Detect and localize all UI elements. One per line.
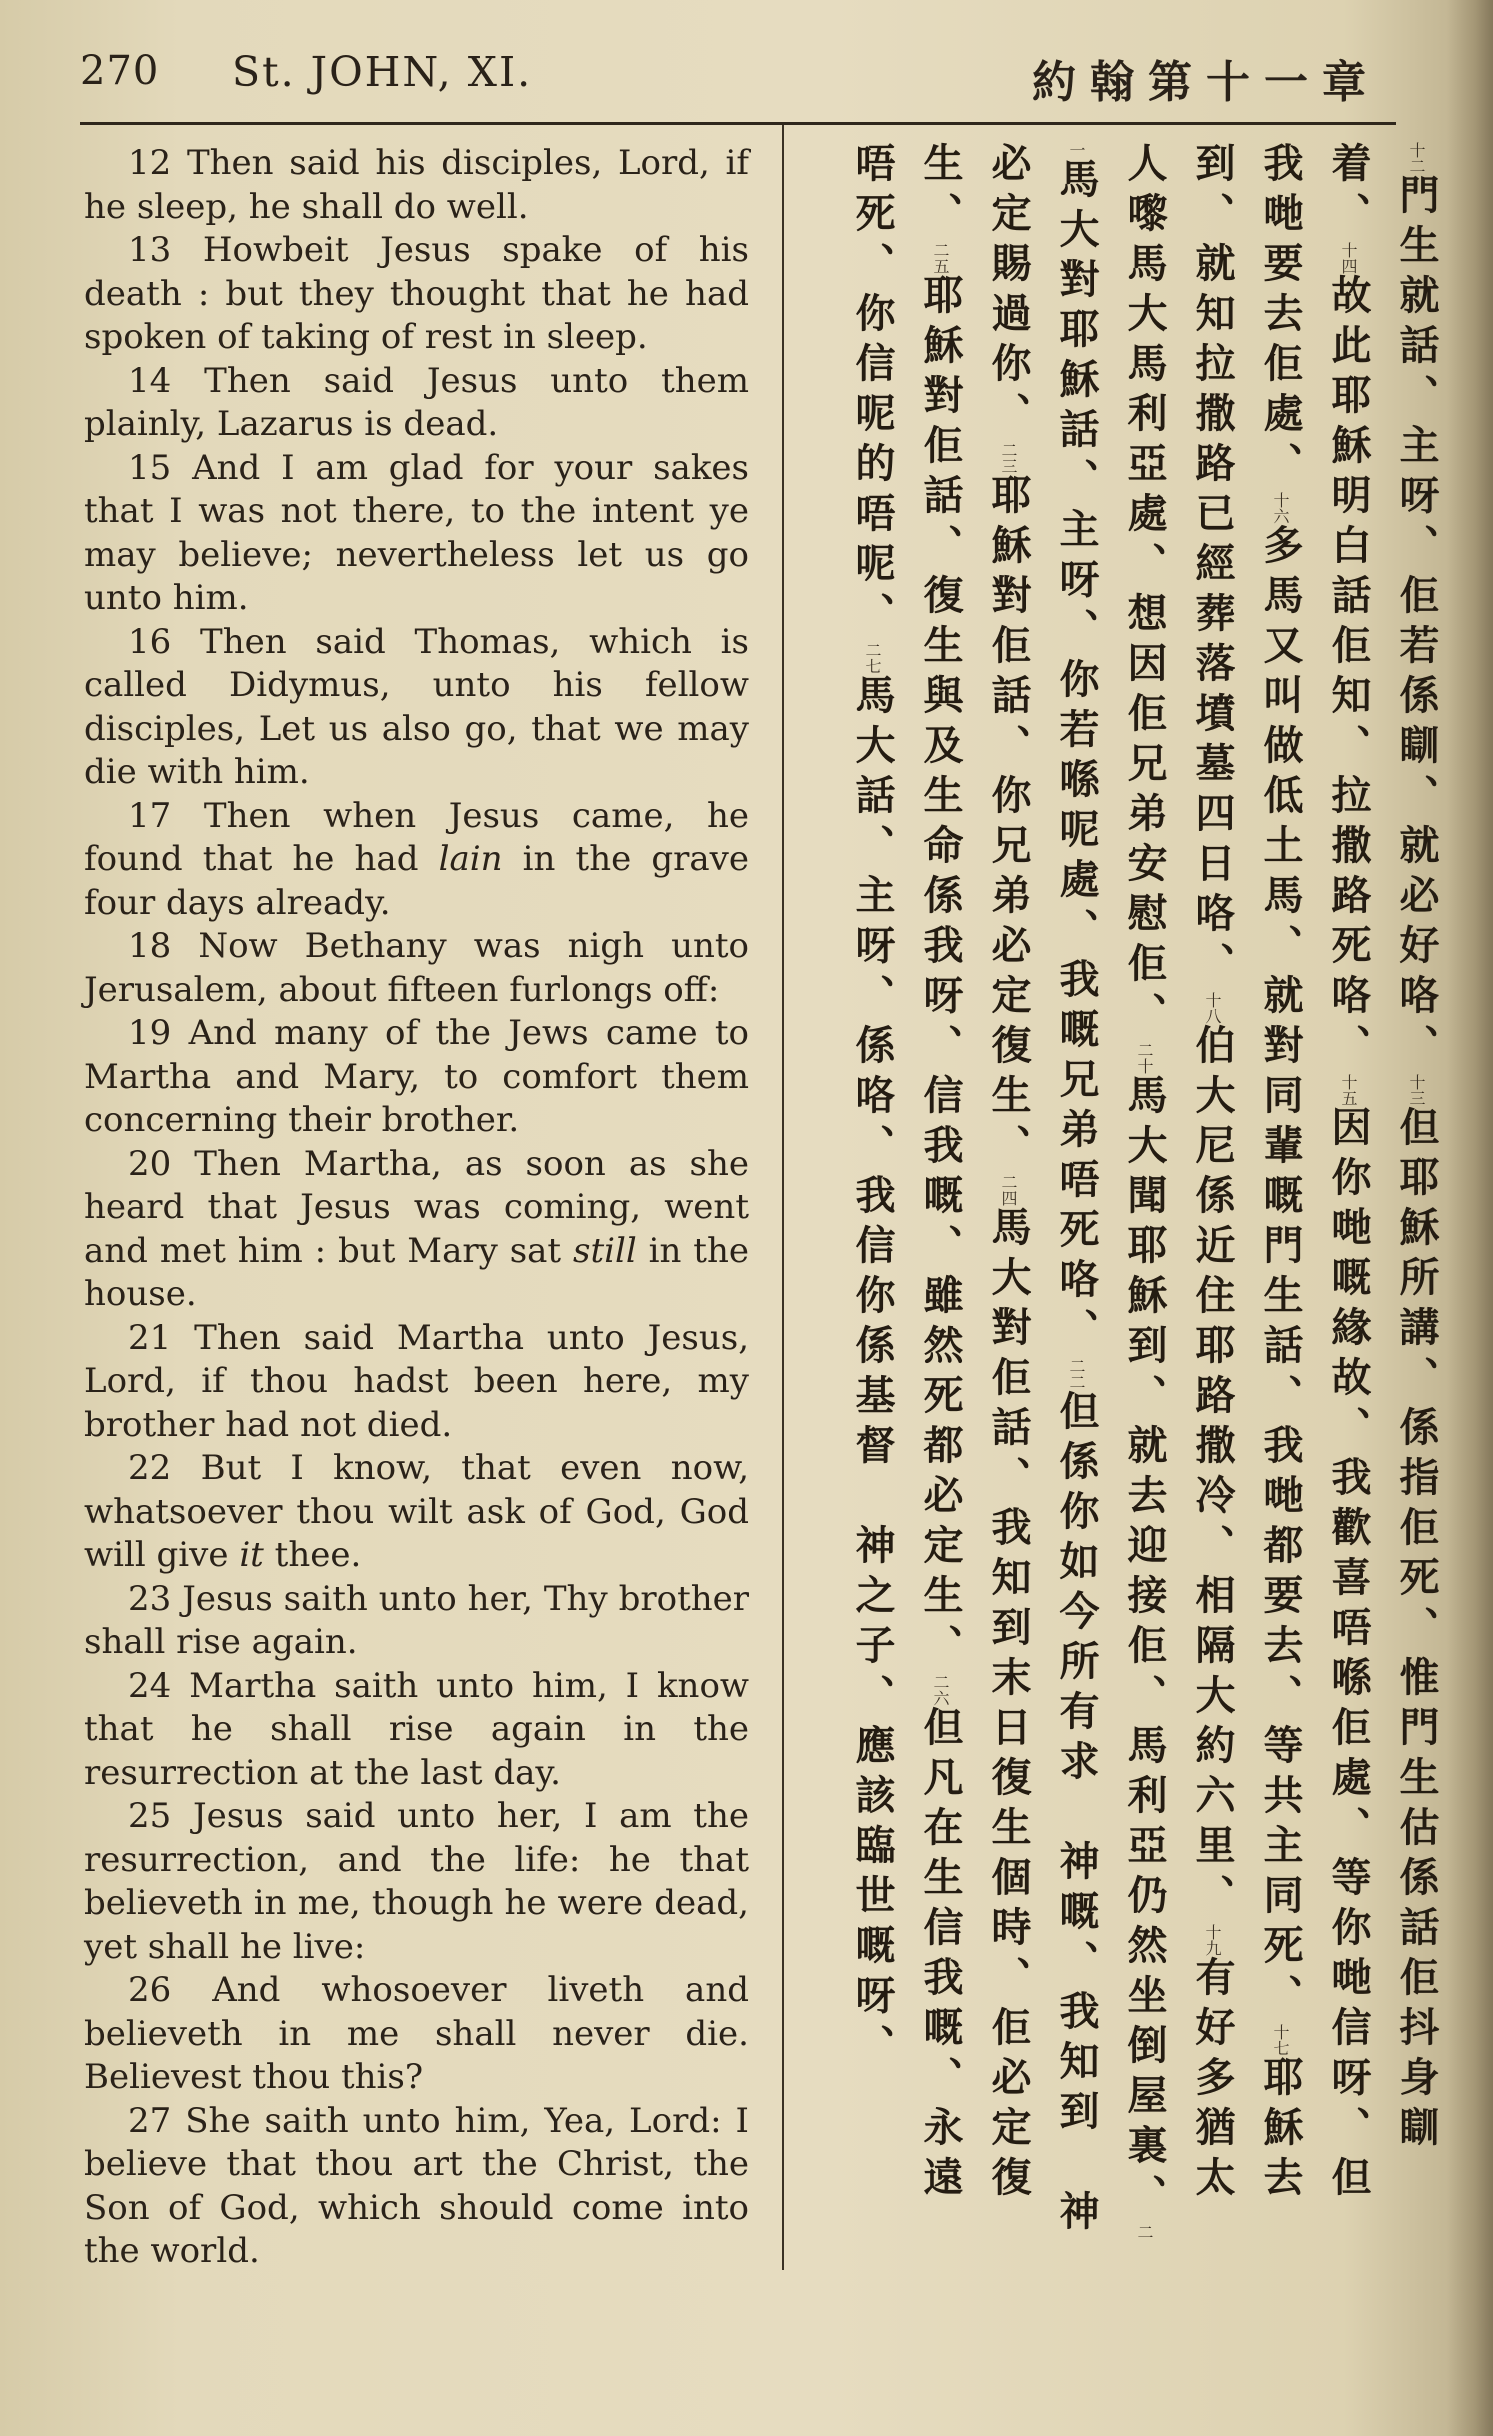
verse-text: Then when Jesus came, he found that he had <box>84 795 750 879</box>
verse-text: Martha saith unto him, I know that he shall rise again in the resurrection at the last day. <box>84 1665 750 1793</box>
page-header <box>80 48 1380 118</box>
chinese-verse-number: 十五 <box>1339 1074 1358 1106</box>
chinese-verse-text: 耶穌對佢話、你兄弟必定復生、 <box>985 474 1031 1174</box>
verse-text: And I am glad for your sakes that I was not there, to the intent ye may believe; nevertheless let us go unto him. <box>84 447 749 618</box>
english-verse <box>84 925 749 1012</box>
verse-text: Then said Jesus unto them plainly, Lazarus is dead. <box>84 360 750 444</box>
running-head: St. JOHN, XI. <box>232 48 533 96</box>
english-verse <box>84 142 749 229</box>
chinese-verse-text: 多馬又叫做低土馬、就對同輩嘅門生話、我哋都要去、等共主同死、 <box>1257 524 1303 2024</box>
verse-number: 15 <box>128 447 172 488</box>
english-column <box>84 142 749 2274</box>
verse-italic: it <box>239 1535 264 1575</box>
verse-italic: lain <box>438 839 503 879</box>
verse-number: 25 <box>128 1796 172 1836</box>
chinese-verse-text: 因你哋嘅緣故、我歡喜唔喺佢處、等你哋信呀、但我哋要去佢處、 <box>1257 142 1371 2206</box>
chinese-verse-number: 二一 <box>1067 142 1154 2240</box>
chinese-text <box>838 142 1450 2252</box>
verse-text: But I know, that even now, whatsoever thou wilt ask of God, God will give <box>84 1448 749 1575</box>
chinese-verse-number: 十二 <box>1407 142 1426 174</box>
verse-number: 22 <box>128 1448 172 1488</box>
english-verse <box>84 621 749 795</box>
verse-number: 17 <box>128 795 172 836</box>
verse-text: thee. <box>263 1535 362 1575</box>
chinese-verse-text: 有好多猶太人嚟馬大馬利亞處、想因佢兄弟安慰佢、 <box>1121 142 1235 2206</box>
verse-text: in the grave four days already. <box>84 839 749 923</box>
chinese-verse-number: 二十 <box>1135 1042 1154 1074</box>
chinese-verse-text: 耶穌對佢話、復生與及生命係我呀、信我嘅、雖然死都必定生、 <box>917 274 963 1674</box>
english-verse <box>84 795 749 926</box>
english-verse <box>84 1447 749 1578</box>
verse-text: Jesus saith unto her, Thy brother shall rise again. <box>84 1578 750 1662</box>
verse-number: 21 <box>128 1317 172 1358</box>
chinese-verse-number: 二七 <box>863 642 882 674</box>
verse-italic: still <box>573 1230 637 1271</box>
verse-text: Jesus said unto her, I am the resurrection, and the life: he that believeth in me, though he were dead, yet shall he live: <box>84 1796 749 1967</box>
chinese-verse-number: 二二 <box>1067 1358 1086 1390</box>
verse-number: 27 <box>128 2100 172 2141</box>
chinese-verse-text: 伯大尼係近住耶路撒冷、相隔大約六里、 <box>1189 1024 1235 1924</box>
chinese-verse-number: 十六 <box>1271 492 1290 524</box>
chinese-verse-number: 二五 <box>931 242 950 274</box>
english-verse <box>84 1317 749 1448</box>
page-number: 270 <box>80 48 160 94</box>
chinese-verse-text: 馬大聞耶穌到、就去迎接佢、馬利亞仍然坐倒屋裏、 <box>1121 1074 1167 2224</box>
english-verse <box>84 1665 749 1796</box>
verse-text: Then said his disciples, Lord, if he sleep, he shall do well. <box>84 143 749 227</box>
chinese-verse-text: 門生就話、主呀、佢若係瞓、就必好咯、 <box>1393 174 1439 1074</box>
chinese-verse-text: 但凡在生信我嘅、永遠唔死、你信呢的唔呢、 <box>849 142 963 2206</box>
verse-number: 26 <box>128 1970 172 2010</box>
chinese-verse-number: 十九 <box>1203 1924 1222 1956</box>
english-verse <box>84 360 749 447</box>
verse-number: 24 <box>128 1665 172 1706</box>
verse-number: 16 <box>128 621 172 662</box>
chinese-verse-number: 十四 <box>1339 242 1358 274</box>
chinese-verse-text: 但係你如今所有求 神嘅、我知到 神必定賜過你、 <box>985 142 1099 2240</box>
english-verse <box>84 1969 749 2100</box>
verse-number: 14 <box>128 360 172 401</box>
chinese-verse-number: 二四 <box>999 1174 1018 1206</box>
english-verse <box>84 447 749 621</box>
verse-text: And many of the Jews came to Martha and Mary, to comfort them concerning their brother. <box>84 1013 749 1140</box>
chinese-verse-text: 耶穌去到、就知拉撒路已經葬落墳墓四日咯、 <box>1189 142 1303 2206</box>
chinese-verse-text: 馬大對耶穌話、主呀、你若喺呢處、我嘅兄弟唔死咯、 <box>1053 158 1099 1358</box>
verse-text: Now Bethany was nigh unto Jerusalem, about fifteen furlongs off: <box>84 926 750 1010</box>
verse-number: 23 <box>128 1578 172 1619</box>
chinese-verse-text: 馬大話、主呀、係咯、我信你係基督 神之子、應該臨世嘅呀、 <box>849 674 895 2074</box>
verse-text: Then said Thomas, which is called Didymus, unto his fellow disciples, Let us also go, that we may die with him. <box>84 621 749 792</box>
verse-number: 20 <box>128 1143 172 1184</box>
verse-text: Then said Martha unto Jesus, Lord, if thou hadst been here, my brother had not died. <box>84 1317 749 1445</box>
chinese-column <box>800 142 1450 2262</box>
verse-number: 18 <box>128 926 172 966</box>
verse-text: She saith unto him, Yea, Lord: I believe that thou art the Christ, the Son of God, which should come into the world. <box>84 2100 749 2271</box>
verse-number: 19 <box>128 1013 172 1053</box>
chinese-verse-text: 馬大對佢話、我知到末日復生個時、佢必定復生、 <box>917 142 1031 2206</box>
header-rule <box>80 122 1396 125</box>
english-verse <box>84 1012 749 1143</box>
chinese-running-head: 約翰第十一章 <box>1032 57 1380 108</box>
verse-number: 12 <box>128 143 172 183</box>
chinese-verse-number: 二三 <box>999 442 1018 474</box>
english-verse <box>84 1578 749 1665</box>
chinese-verse-number: 十七 <box>1271 2024 1290 2056</box>
chinese-verse-text: 故此耶穌明白話佢知、拉撒路死咯、 <box>1325 274 1371 1074</box>
page-edge-shadow <box>1447 0 1493 2436</box>
english-verse <box>84 2100 749 2274</box>
column-divider <box>782 125 784 2270</box>
verse-text: Then Martha, as soon as she heard that Jesus was coming, went and met him : but Mary sat <box>84 1143 749 1271</box>
verse-text: Howbeit Jesus spake of his death : but they thought that he had spoken of taking of rest in sleep. <box>84 230 750 357</box>
chinese-verse-number: 十八 <box>1203 992 1222 1024</box>
verse-text: in the house. <box>84 1230 749 1314</box>
verse-text: And whosoever liveth and believeth in me shall never die. Believest thou this? <box>84 1970 749 2097</box>
english-verse <box>84 1795 749 1969</box>
english-verse <box>84 229 749 360</box>
verse-number: 13 <box>128 230 172 270</box>
chinese-verse-text: 但耶穌所講、係指佢死、惟門生估係話佢抖身瞓着、 <box>1325 142 1439 2156</box>
english-verse <box>84 1143 749 1317</box>
chinese-verse-number: 十三 <box>1407 1074 1426 1106</box>
chinese-verse-number: 二六 <box>931 1674 950 1706</box>
